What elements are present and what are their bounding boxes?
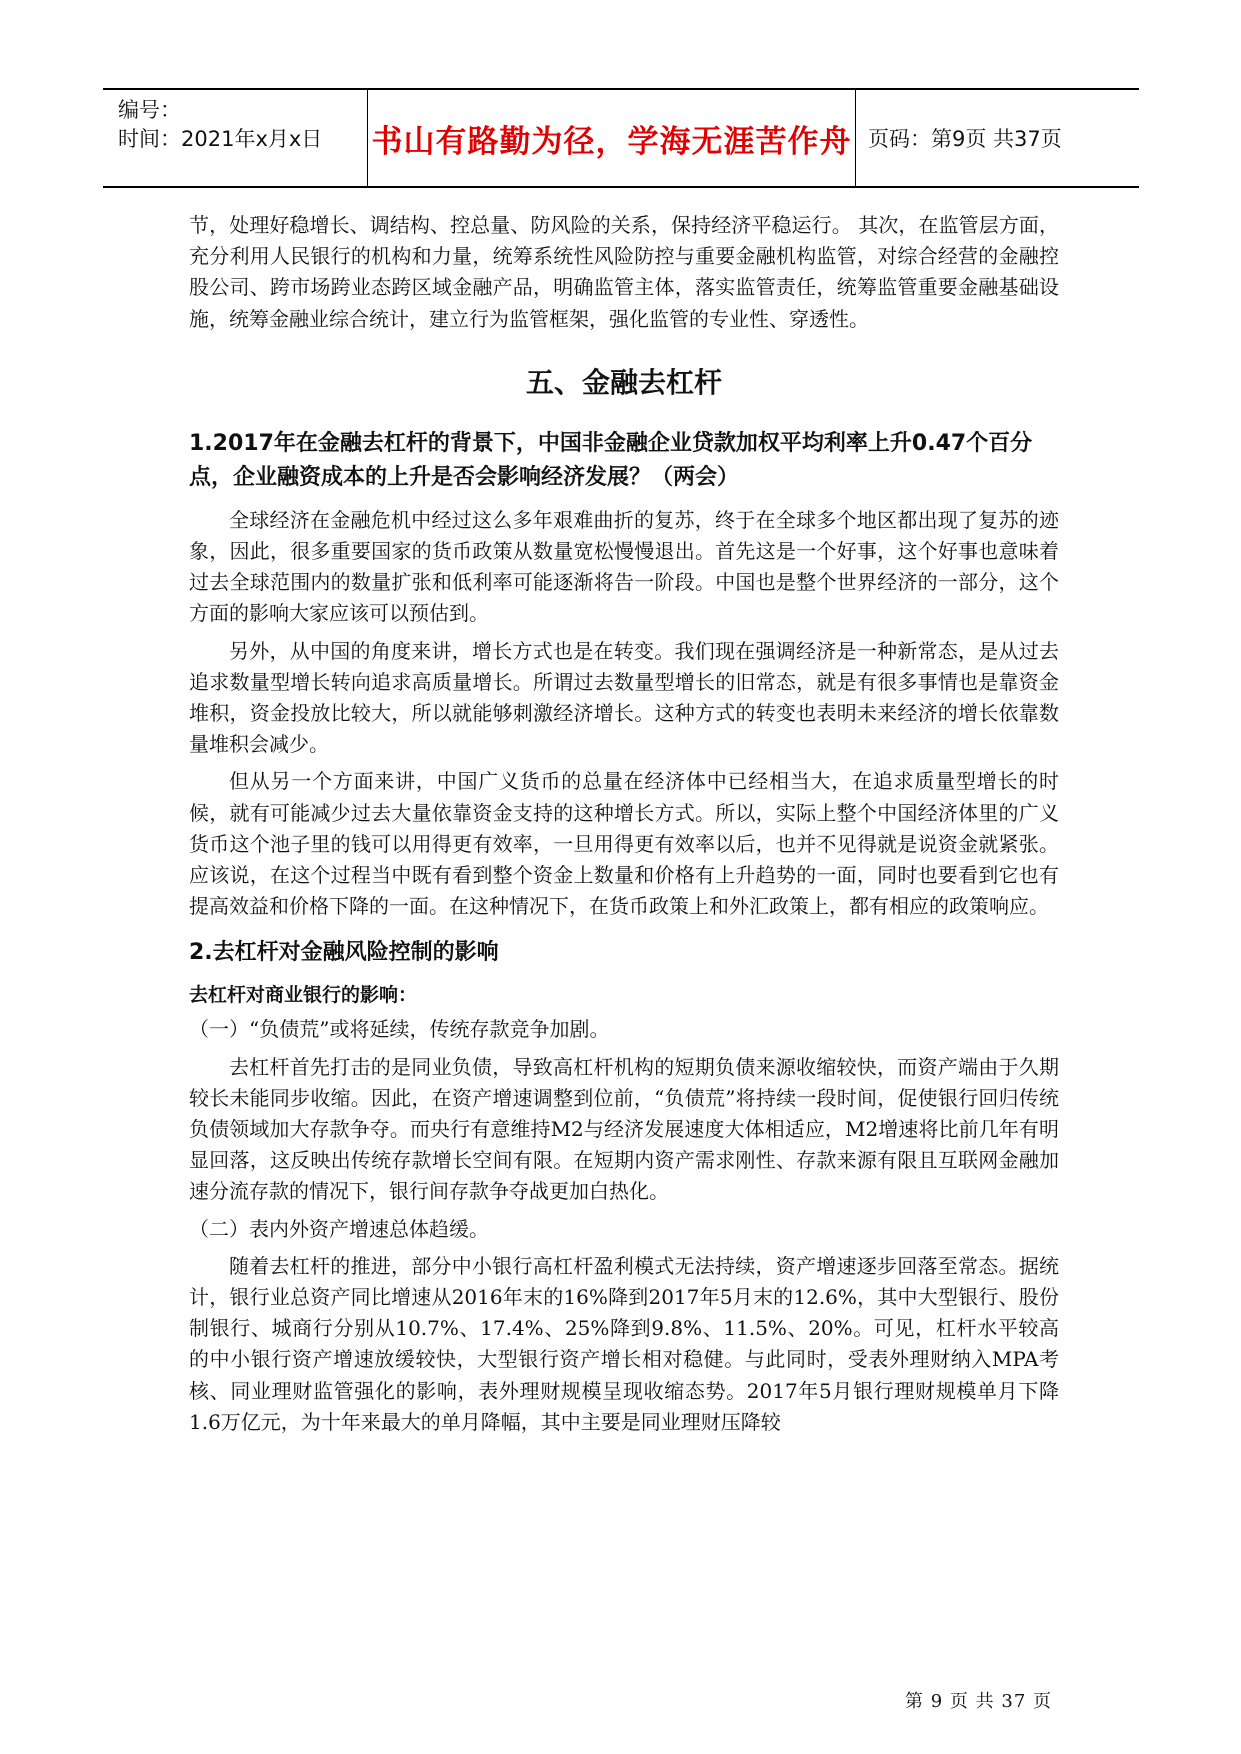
time-label: 时间：2021年x月x日 <box>118 127 323 151</box>
subheading: 去杠杆对商业银行的影响： <box>189 984 418 1007</box>
question-heading: 1.2017年在金融去杠杆的背景下，中国非金融企业贷款加权平均利率上升0.47个百分点，企业融资成本的上升是否会影响经济发展？（两会） <box>189 430 1033 490</box>
page-footer: 第 9 页 共 37 页 <box>905 1691 1052 1712</box>
paragraph: 节，处理好稳增长、调结构、控总量、防风险的关系，保持经济平稳运行。 其次，在监管层方面，充分利用人民银行的机构和力量，统筹系统性风险防控与重要金融机构监管，对综合经营的金融控股公司、跨市场跨业态跨区域金融产品，明确监管主体，落实监管责任，统筹监管重要金融基础设施，统筹金融业综合统计，建立行为监管框架，强化监管的专业性、穿透性。 <box>189 213 1059 331</box>
paragraph: 去杠杆首先打击的是同业负债，导致高杠杆机构的短期负债来源收缩较快，而资产端由于久期较长未能同步收缩。因此，在资产增速调整到位前，“负债荒”将持续一段时间，促使银行回归传统负债领域加大存款争夺。而央行有意维持M2与经济发展速度大体相适应，M2增速将比前几年有明显回落，这反映出传统存款增长空间有限。在短期内资产需求刚性、存款来源有限且互联网金融加速分流存款的情况下，银行间存款争夺战更加白热化。 <box>189 1054 1059 1204</box>
question-heading: 2.去杠杆对金融风险控制的影响 <box>189 940 499 966</box>
section-title: 五、金融去杠杆 <box>525 365 722 399</box>
paragraph: 但从另一个方面来讲，中国广义货币的总量在经济体中已经相当大，在追求质量型增长的时候，就有可能减少过去大量依靠资金支持的这种增长方式。所以，实际上整个中国经济体里的广义货币这个池子里的钱可以用得更有效率，一旦用得更有效率以后，也并不见得就是说资金就紧张。应该说，在这个过程当中既有看到整个资金上数量和价格有上升趋势的一面，同时也要看到它也有提高效益和价格下降的一面。在这种情况下，在货币政策上和外汇政策上，都有相应的政策响应。 <box>189 769 1059 919</box>
paragraph: 全球经济在金融危机中经过这么多年艰难曲折的复苏，终于在全球多个地区都出现了复苏的迹象，因此，很多重要国家的货币政策从数量宽松慢慢退出。首先这是一个好事，这个好事也意味着过去全球范围内的数量扩张和低利率可能逐渐将告一阶段。中国也是整个世界经济的一部分，这个方面的影响大家应该可以预估到。 <box>189 507 1059 626</box>
header-meta <box>103 90 368 186</box>
header-motto: 书山有路勤为径，学海无涯苦作舟 <box>368 90 856 186</box>
header-page-info: 页码：第9页 共37页 <box>868 127 1062 151</box>
paragraph: 另外，从中国的角度来讲，增长方式也是在转变。我们现在强调经济是一种新常态，是从过去追求数量型增长转向追求高质量增长。所谓过去数量型增长的旧常态，就是有很多事情也是靠资金堆积，资金投放比较大，所以就能够刺激经济增长。这种方式的转变也表明未来经济的增长依靠数量堆积会减少。 <box>189 638 1059 757</box>
document-body <box>189 210 1059 1444</box>
list-item: （一）“负债荒”或将延续，传统存款竞争加剧。 <box>189 1017 610 1042</box>
page-header <box>103 88 1139 188</box>
list-item: （二）表内外资产增速总体趋缓。 <box>189 1216 489 1241</box>
number-label: 编号： <box>118 98 181 122</box>
paragraph: 随着去杠杆的推进，部分中小银行高杠杆盈利模式无法持续，资产增速逐步回落至常态。据统计，银行业总资产同比增速从2016年末的16%降到2017年5月末的12.6%，其中大型银行、股份制银行、城商行分别从10.7%、17.4%、25%降到9.8%、11.5%、20%。可见，杠杆水平较高的中小银行资产增速放缓较快，大型银行资产增长相对稳健。与此同时，受表外理财纳入MPA考核、同业理财监管强化的影响，表外理财规模呈现收缩态势。2017年5月银行理财规模单月下降1.6万亿元，为十年来最大的单月降幅，其中主要是同业理财压降较 <box>189 1253 1059 1434</box>
